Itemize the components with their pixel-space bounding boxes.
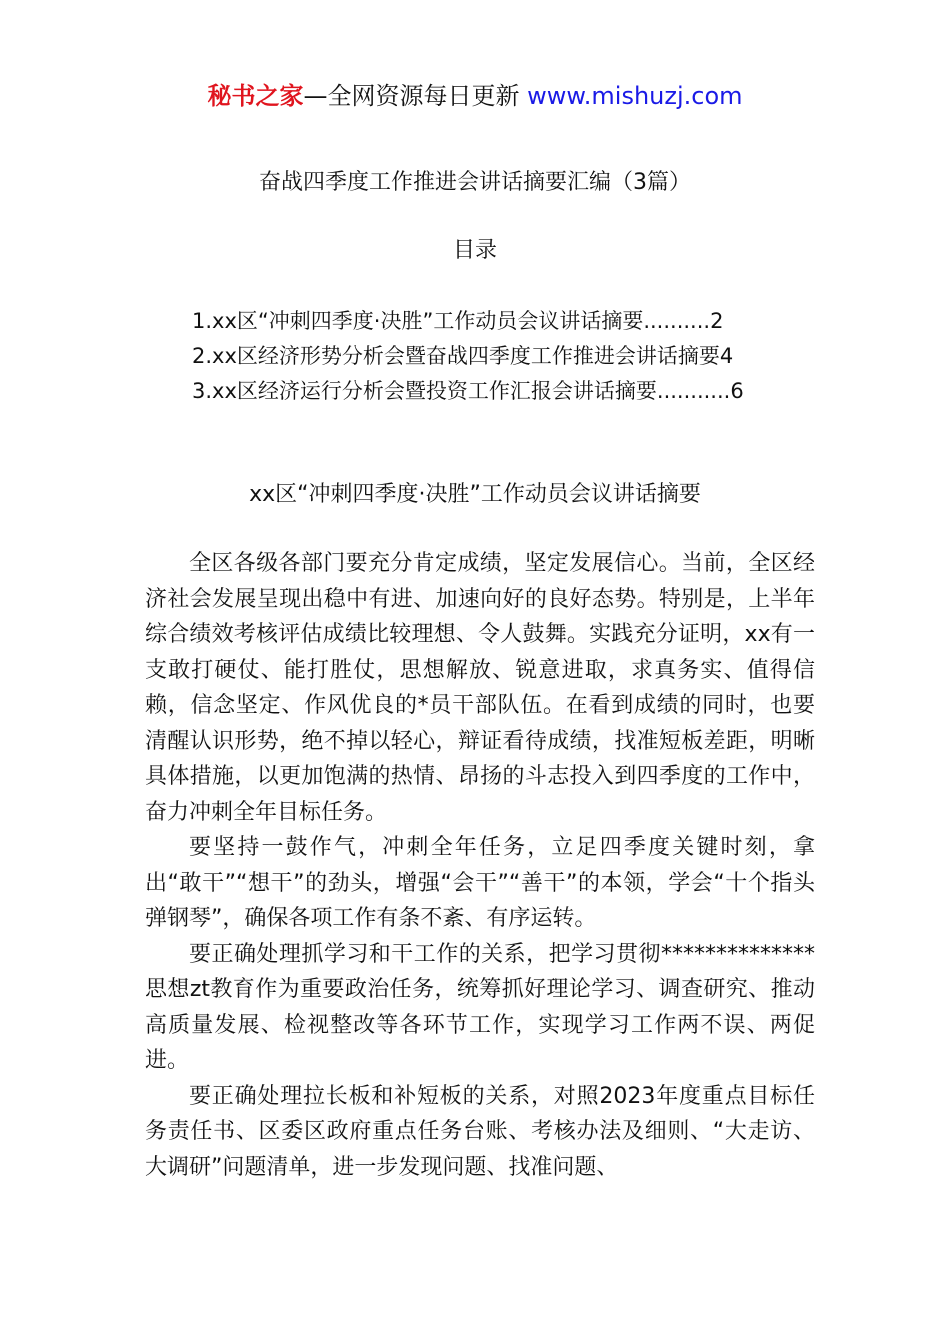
toc-item[interactable]: 1.xx区“冲刺四季度·决胜”工作动员会议讲话摘要..........2: [192, 309, 724, 333]
body-paragraph: 全区各级各部门要充分肯定成绩，坚定发展信心。当前，全区经济社会发展呈现出稳中有进、加速向好的良好态势。特别是，上半年综合绩效考核评估成绩比较理想、令人鼓舞。实践充分证明，xx有一支敢打硬仗、能打胜仗，思想解放、锐意进取，求真务实、值得信赖，信念坚定、作风优良的*员干部队伍。在看到成绩的同时，也要清醒认识形势，绝不掉以轻心，辩证看待成绩，找准短板差距，明晰具体措施，以更加饱满的热情、昂扬的斗志投入到四季度的工作中，奋力冲刺全年目标任务。: [145, 551, 815, 825]
site-url-link[interactable]: www.mishuzj.com: [527, 82, 743, 110]
toc-heading: 目录: [452, 238, 497, 263]
toc-item[interactable]: 2.xx区经济形势分析会暨奋战四季度工作推进会讲话摘要4: [192, 344, 734, 368]
header-dash: —: [303, 82, 328, 110]
section-body: [145, 546, 815, 1185]
header-tagline: 全网资源每日更新: [327, 82, 520, 110]
toc-item[interactable]: 3.xx区经济运行分析会暨投资工作汇报会讲话摘要...........6: [192, 379, 744, 403]
body-paragraph: 要正确处理拉长板和补短板的关系，对照2023年度重点目标任务责任书、区委区政府重点任务台账、考核办法及细则、“大走访、大调研”问题清单，进一步发现问题、找准问题、: [145, 1083, 815, 1180]
section-title: xx区“冲刺四季度·决胜”工作动员会议讲话摘要: [249, 482, 701, 507]
document-title: 奋战四季度工作推进会讲话摘要汇编（3篇）: [259, 170, 691, 195]
body-paragraph: 要正确处理抓学习和干工作的关系，把学习贯彻**************思想zt教育作为重要政治任务，统筹抓好理论学习、调查研究、推动高质量发展、检视整改等各环节工作，实现学习工作两不误、两促进。: [145, 941, 815, 1073]
body-paragraph: 要坚持一鼓作气，冲刺全年任务，立足四季度关键时刻，拿出“敢干”“想干”的劲头，增强“会干”“善干”的本领，学会“十个指头弹钢琴”，确保各项工作有条不紊、有序运转。: [145, 835, 815, 931]
table-of-contents: [192, 304, 812, 409]
site-header: [0, 78, 950, 114]
brand-name: 秘书之家: [207, 82, 304, 110]
